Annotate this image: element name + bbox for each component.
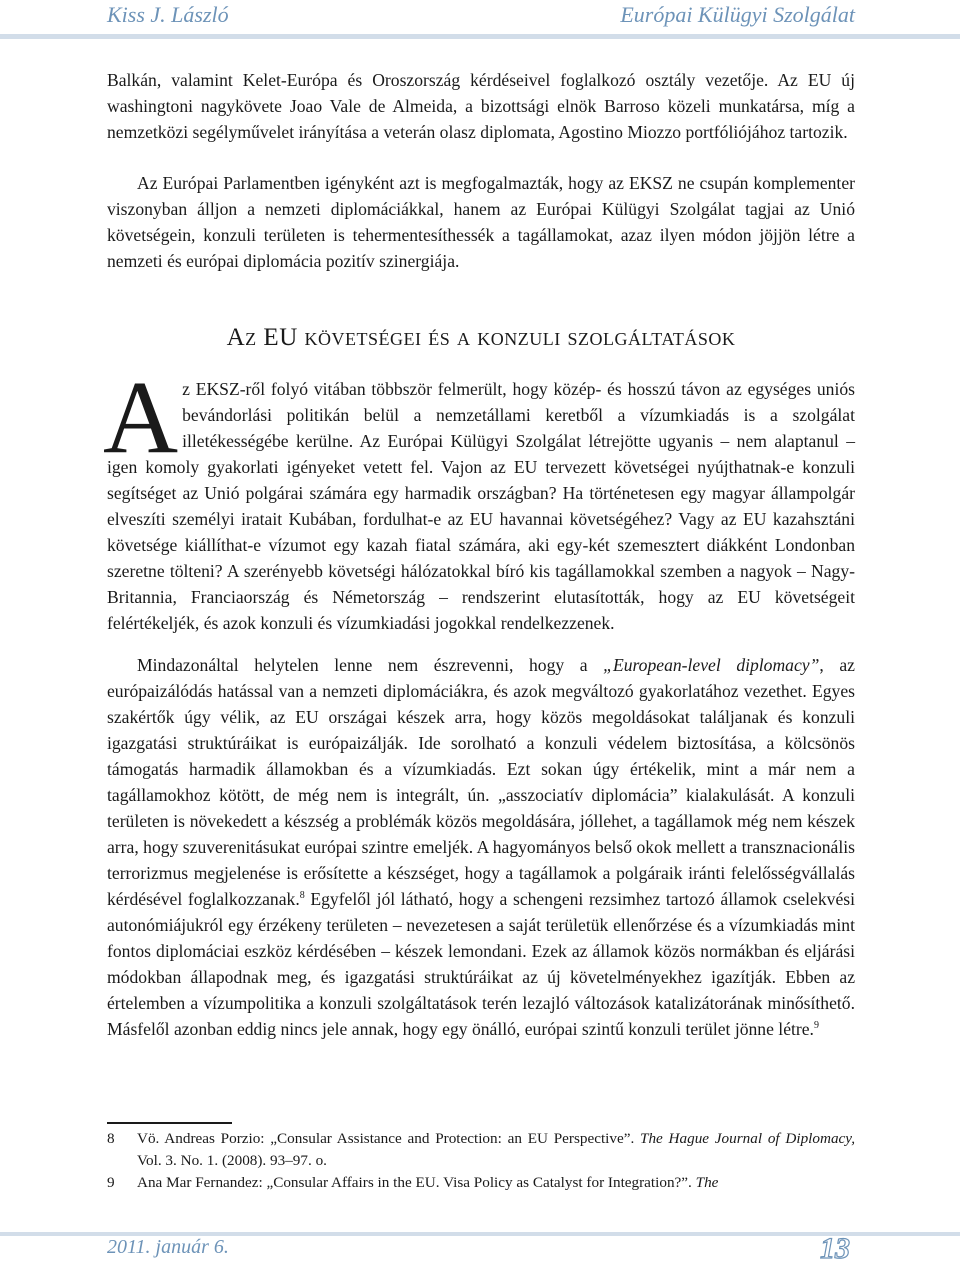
footer-date: 2011. január 6. [107, 1236, 229, 1258]
footnote-ref-9[interactable]: 9 [813, 1020, 819, 1032]
intro-p1-text: Balkán, valamint Kelet-Európa és Oroszország kérdéseivel foglalkozó osztály vezetője. Az EU új washingtoni nagykövete Joao Vale de Almeida, a bizottsági elnök Barroso közeli munkatársa, míg a nemzetközi segélyművelet irányítása a veterán olasz diplomata, Agostino Miozzo portfóliójához tartozik. [107, 70, 855, 142]
section-heading: Az EU követségei és a konzuli szolgáltatások [226, 324, 736, 351]
drop-cap: A [103, 360, 179, 475]
intro-paragraph-2 [107, 170, 855, 274]
footnote-number: 9 [107, 1174, 115, 1191]
footnote-text: Vö. Andreas Porzio: „Consular Assistance and Protection: an EU Perspective”. The Hague Journal of Diplomacy, Vol. 3. No. 1. (2008). 93–97. o. [137, 1130, 855, 1169]
footnote-number: 8 [107, 1130, 115, 1147]
header-rule [0, 34, 960, 39]
header-title: Európai Külügyi Szolgálat [620, 2, 855, 27]
intro-paragraph-1 [107, 67, 855, 145]
footnote-text: Ana Mar Fernandez: „Consular Affairs in the EU. Visa Policy as Catalyst for Integration?”. The [137, 1174, 719, 1191]
section-p2-italic: „European-level diplomacy” [603, 655, 820, 675]
section-paragraph-2 [107, 652, 855, 1042]
section-p2-start: Mindazonáltal helytelen lenne nem észrevenni, hogy a [137, 655, 604, 675]
footnotes [107, 1128, 855, 1194]
header-author: Kiss J. László [107, 2, 229, 27]
footnote-ref-8[interactable]: 8 [299, 890, 305, 902]
section-p2-end: Egyfelől jól látható, hogy a schengeni rezsimhez tartozó államok cselekvési autonómiájukról egy érzékeny területen – nevezetesen a saját területük ellenőrzése és a vízumkiadás mint fontos diplomáciai eszköz kérdésében – készek lemondani. Ezek az államok közös normákban és eljárási módokban állapodnak meg, és igazgatási struktúráikat az új követelményekhez igazítják. Ebben az értelemben a vízumpolitika a konzuli szolgáltatások terén lezajló változások katalizátorának minősíthető. Másfelől azonban eddig nincs jele annak, hogy egy önálló, európai szintű konzuli terület jönne létre. [107, 889, 855, 1039]
footnote-9 [107, 1172, 855, 1194]
intro-p2-text: Az Európai Parlamentben igényként azt is megfogalmazták, hogy az EKSZ ne csupán komplementer viszonyban álljon a nemzeti diplomáciákkal, hanem az Európai Külügyi Szolgálat tagjai az Unió követségein, konzuli területen is tehermentesíthessék a tagállamokat, azaz ilyen módon jöjjön létre a nemzeti és európai diplomácia pozitív szinergiája. [107, 173, 855, 271]
section-p2-mid: , az európaizálódás hatással van a nemzeti diplomáciákra, és azok megváltozó gyakorlatához vezethet. Egyes szakértők úgy vélik, az EU országai készek arra, hogy közös megoldásokat találjanak és konzuli igazgatási struktúráikat is európaizálják. Ide sorolható a konzuli védelem biztosítása, a kölcsönös támogatás harmadik államokban és a vízumkiadás. Ezt sokan úgy értékelik, mint a már nem a tagállamokhoz kötött, de még nem is integrált, ún. „asszociatív diplomácia” kialakulását. A konzuli területen is növekedett a készség a problémák közös megoldására, jóllehet, a tagállamok még nem készek arra, hogy szuverenitásukat európai szintre emeljék. A hagyományos belső okok mellett a transznacionális terrorizmus megjelenése is erősítette a készséget, hogy a tagállamok a polgáraik iránti felelősségvállalás kérdésével foglalkozzanak. [107, 655, 855, 909]
section-p1-text: z EKSZ-ről folyó vitában többször felmerült, hogy közép- és hosszú távon az egységes uniós bevándorlási politikán belül a nemzetállami keretből a vízumkiadás is a szolgálat illetékességébe kerülne. Az Európai Külügyi Szolgálat létrejötte ugyanis – nem alaptanul – igen komoly gyakorlati igényeket vetett fel. Vajon az EU tervezett követségei nyújthatnak-e konzuli segítséget az Unió polgárai számára egy harmadik országban? Ha történetesen egy magyar állampolgár elveszíti személyi iratait Kubában, fordulhat-e az EU havannai követségéhez? Vagy az EU kazahsztáni követsége kiállíthat-e vízumot egy kazah fiatal számára, aki egy-két szemesztert diákként Londonban szeretne tölteni? A szerényebb követségi hálózatokkal bíró kis tagállamokkal szemben a nagyok – Nagy-Britannia, Franciaország és Németország – rendszerint elutasították, hogy az EU követségeit felértékeljék, és azok konzuli és vízumkiadási jogokkal rendelkezzenek. [107, 379, 855, 633]
section-paragraph-1 [103, 360, 855, 636]
running-header [107, 2, 855, 28]
footnote-rule [107, 1122, 232, 1124]
page-number: 13 [820, 1232, 850, 1265]
footnote-8 [107, 1128, 855, 1172]
